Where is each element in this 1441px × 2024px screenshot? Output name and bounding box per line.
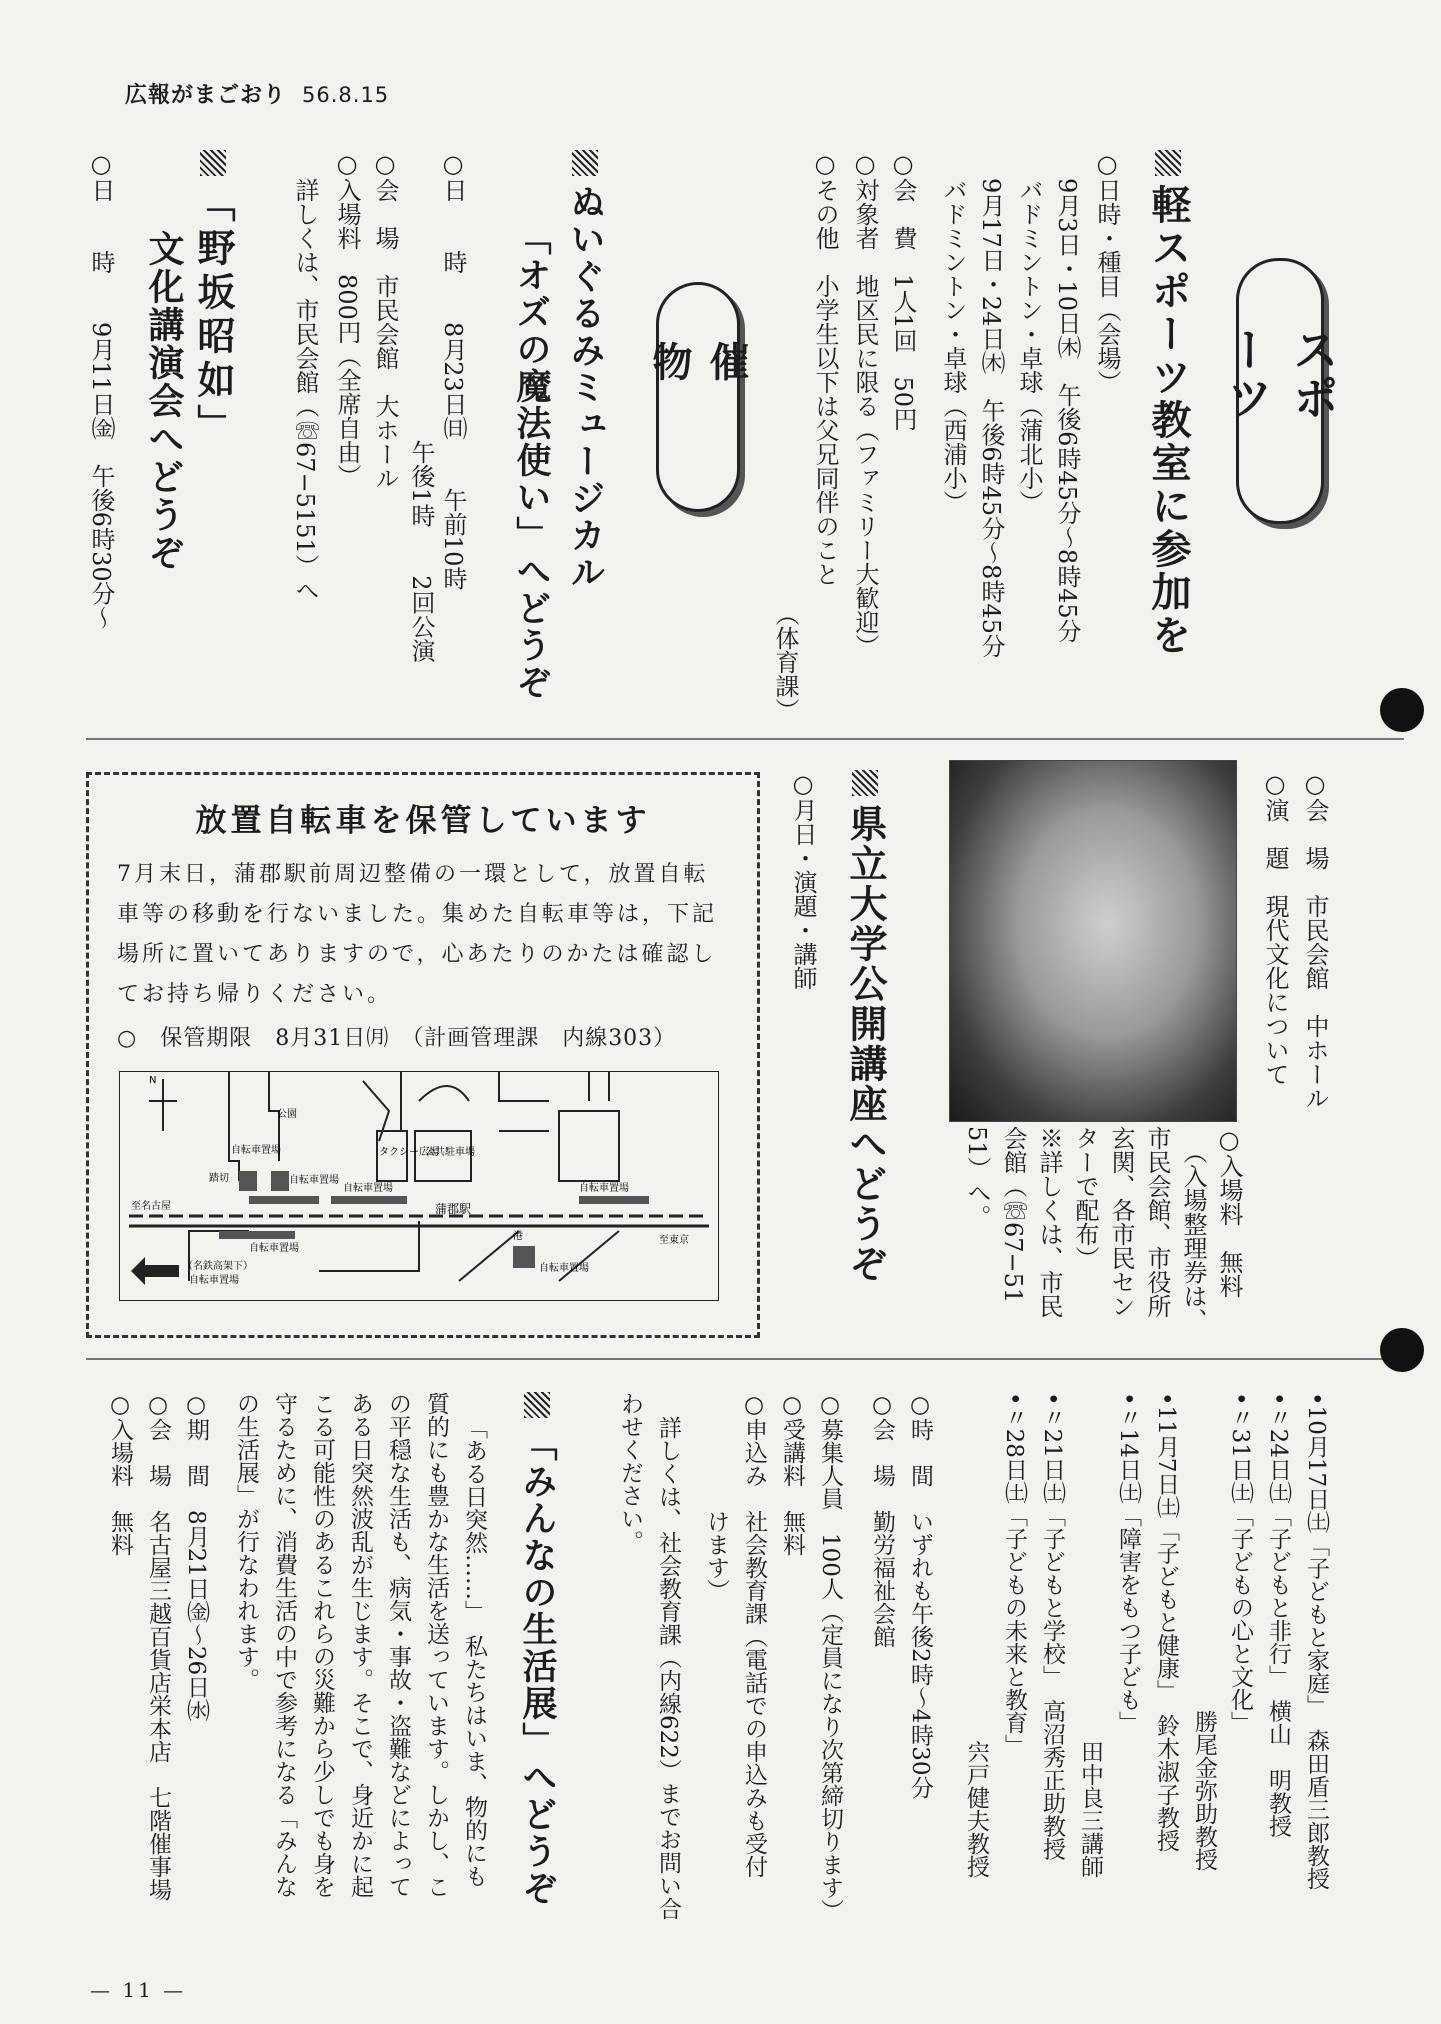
uni-item-4: •11月7日㈯「子どもと健康」 鈴木淑子教授 — [1153, 1392, 1179, 1852]
lecture-note-4: ターで配布） — [1071, 1126, 1099, 1270]
bicycle-map — [119, 1071, 719, 1301]
hatch-marker-icon — [200, 150, 226, 176]
lecture-fee: ○入場料 無料 — [1215, 1126, 1243, 1298]
lecture-subtitle: 文化講演会へどうぞ — [143, 230, 184, 572]
binder-hole — [1380, 688, 1424, 732]
uni-item-2: •〃24日㈯「子どもと非行」 横山 明教授 — [1265, 1392, 1291, 1838]
sports-detail-5: バドミントン・卓球（西浦小） — [939, 178, 967, 514]
map-bike2: 自転車置場 — [289, 1175, 339, 1186]
notice-title: 放置自転車を保管しています — [195, 803, 651, 839]
musical-info: 詳しくは、市民会館（☏67−5151）へ — [291, 178, 319, 602]
lecture-note-1: （入場整理券は、 — [1179, 1140, 1207, 1332]
map-bike4: 自転車置場 — [579, 1183, 629, 1194]
hatch-marker-icon — [1155, 150, 1181, 176]
map-station: 蒲郡駅 — [435, 1202, 472, 1216]
page-header — [125, 78, 389, 109]
issue-date: 56.8.15 — [302, 83, 390, 107]
life-body-1: 「ある日突然……」 私たちはいま、物的にも — [461, 1416, 487, 1888]
lecture-venue: ○会 場 市民会館 中ホール — [1301, 770, 1329, 1110]
life-body-5: こる可能性のあるこれらの災難から少しでも身を — [309, 1392, 335, 1898]
sports-detail-3: バドミントン・卓球（蒲北小） — [1015, 178, 1043, 514]
uni-item-5: •〃14日㈯「障害をもつ子ども」 — [1115, 1392, 1141, 1734]
newsletter-title: 広報がまごおり — [125, 83, 287, 108]
musical-subtitle: 「オズの魔法使い」へどうぞ — [511, 220, 551, 701]
uni-item-1: •10月17日㈯「子どもと家庭」 森田盾三郎教授 — [1303, 1392, 1329, 1890]
map-taxi: タクシー広場 — [379, 1147, 439, 1158]
sports-detail-4: 9月17日・24日㈭ 午後6時45分〜8時45分 — [977, 178, 1005, 658]
uni-venue: ○会 場 勤労福祉会館 — [869, 1392, 895, 1648]
events-badge: 催 物 — [656, 282, 740, 512]
sports-other: ○その他 小学生以下は父兄同伴のこと — [811, 150, 839, 586]
life-body-2: 質的にも豊かな生活を送っています。しかし、こ — [423, 1392, 449, 1898]
uni-item-7: •〃28日㈯「子どもの未来と教育」 — [1001, 1392, 1027, 1757]
lecture-note-5: ※詳しくは、市民 — [1035, 1126, 1063, 1318]
university-header: ○月日・演題・講師 — [789, 770, 817, 990]
sports-detail-2: 9月3日・10日㈭ 午後6時45分〜8時45分 — [1053, 178, 1081, 643]
sports-target: ○対象者 地区民に限る（ファミリー大歓迎） — [851, 150, 879, 658]
arrow-left-icon — [131, 1257, 179, 1285]
life-fee: ○入場料 無料 — [107, 1392, 133, 1556]
musical-fee: ○入場料 800円（全席自由） — [333, 150, 361, 488]
bicycle-notice — [86, 772, 760, 1338]
life-venue: ○会 場 名古屋三越百貨店栄本店 七階催事場 — [145, 1392, 171, 1901]
map-port: 港 — [513, 1231, 523, 1242]
map-to-tokyo: 至東京 — [659, 1235, 689, 1246]
uni-contact: 詳しくは、社会教育課（内線622）までお問い合 — [655, 1416, 681, 1920]
hatch-marker-icon — [524, 1392, 550, 1418]
sports-title: 軽スポーツ教室に参加を — [1140, 150, 1197, 657]
uni-capacity: ○募集人員 100人（定員になり次第締切ります） — [817, 1392, 843, 1922]
section-divider-2 — [86, 1358, 1404, 1360]
lecture-date: ○日 時 9月11日㈮ 午後6時30分〜 — [87, 150, 115, 630]
binder-hole — [1380, 1328, 1424, 1372]
life-body-4: ある日突然波乱が生じます。そこで、身近かに起 — [347, 1392, 373, 1898]
speaker-photo — [949, 760, 1237, 1122]
lecture-note-7: 51）へ。 — [963, 1126, 991, 1229]
musical-venue: ○会 場 市民会館 大ホール — [371, 150, 399, 490]
notice-period: ○ 保管期限 8月31日㈪ （計画管理課 内線303） — [117, 1026, 677, 1051]
map-bike3: 自転車置場 — [343, 1183, 393, 1194]
life-body-6: 守るために、消費生活の中で参考になる「みんな — [271, 1392, 297, 1898]
sports-detail-1: ○日時・種目（会場） — [1093, 150, 1121, 394]
map-under2: 自転車置場 — [189, 1275, 239, 1286]
life-period: ○期 間 8月21日㈮〜26日㈬ — [183, 1392, 209, 1722]
musical-date: ○日 時 8月23日㈰ 午前10時 — [439, 150, 467, 591]
university-title: 県立大学公開講座へどうぞ — [838, 770, 893, 1284]
sports-badge: スポーツ — [1236, 258, 1324, 524]
page-number: — 11 — — [90, 1978, 187, 2002]
sports-dept: （体育課） — [771, 602, 799, 722]
lecture-note-3: 玄関、各市民セン — [1107, 1126, 1135, 1318]
life-title: 「みんなの生活展」へどうぞ — [512, 1392, 562, 1907]
map-north: N — [149, 1075, 157, 1086]
uni-item-3: •〃31日㈯「子どもの心と文化」 — [1227, 1392, 1253, 1734]
uni-item-6: •〃21日㈯「子どもと学校」 高沼秀正助教授 — [1039, 1392, 1065, 1861]
map-bike1: 自転車置場 — [231, 1145, 281, 1156]
map-park: 公園 — [277, 1109, 297, 1120]
uni-item-7b: 宍戸健夫教授 — [963, 1740, 989, 1878]
uni-item-3b: 勝尾金弥助教授 — [1191, 1710, 1217, 1871]
section-divider-1 — [86, 738, 1404, 740]
musical-time2: 午後1時 2回公演 — [407, 440, 435, 663]
lecture-title: 「野坂昭如」 — [186, 150, 241, 448]
uni-time: ○時 間 いずれも午後2時〜4時30分 — [907, 1392, 933, 1799]
lecture-topic: ○演 題 現代文化について — [1261, 770, 1289, 1086]
musical-title: ぬいぐるみミュージカル — [560, 150, 610, 591]
map-crossing: 踏切 — [209, 1173, 229, 1184]
notice-body: 7月末日，蒲郡駅前周辺整備の一環として，放置自転車等の移動を行ないました。集めた自転車等は，下記場所に置いてありますので，心あたりのかたは確認してお持ち帰りください。 — [117, 862, 718, 1007]
map-bike6: 自転車置場 — [539, 1263, 589, 1274]
uni-apply: ○申込み 社会教育課（電話での申込みも受付 — [741, 1392, 767, 1878]
sports-fee: ○会 費 1人1回 50円 — [889, 150, 917, 432]
lecture-note-6: 会館（☏67−51 — [999, 1126, 1027, 1304]
lecture-note-2: 市民会館、市役所 — [1143, 1126, 1171, 1318]
life-body-7: の生活展」が行なわれます。 — [233, 1392, 259, 1691]
map-parking: 公共駐車場 — [425, 1147, 475, 1158]
hatch-marker-icon — [852, 770, 878, 796]
map-under: （名鉄高架下） — [183, 1261, 253, 1272]
uni-contact-2: わせください。 — [617, 1392, 643, 1553]
map-to-nagoya: 至名古屋 — [131, 1201, 171, 1212]
hatch-marker-icon — [572, 150, 598, 176]
uni-fee: ○受講料 無料 — [779, 1392, 805, 1556]
life-body-3: の平穏な生活も、病気・事故・盗難などによって — [385, 1392, 411, 1898]
map-bike5: 自転車置場 — [249, 1243, 299, 1254]
uni-item-5b: 田中良三講師 — [1077, 1740, 1103, 1878]
uni-apply-2: けます） — [703, 1510, 729, 1602]
